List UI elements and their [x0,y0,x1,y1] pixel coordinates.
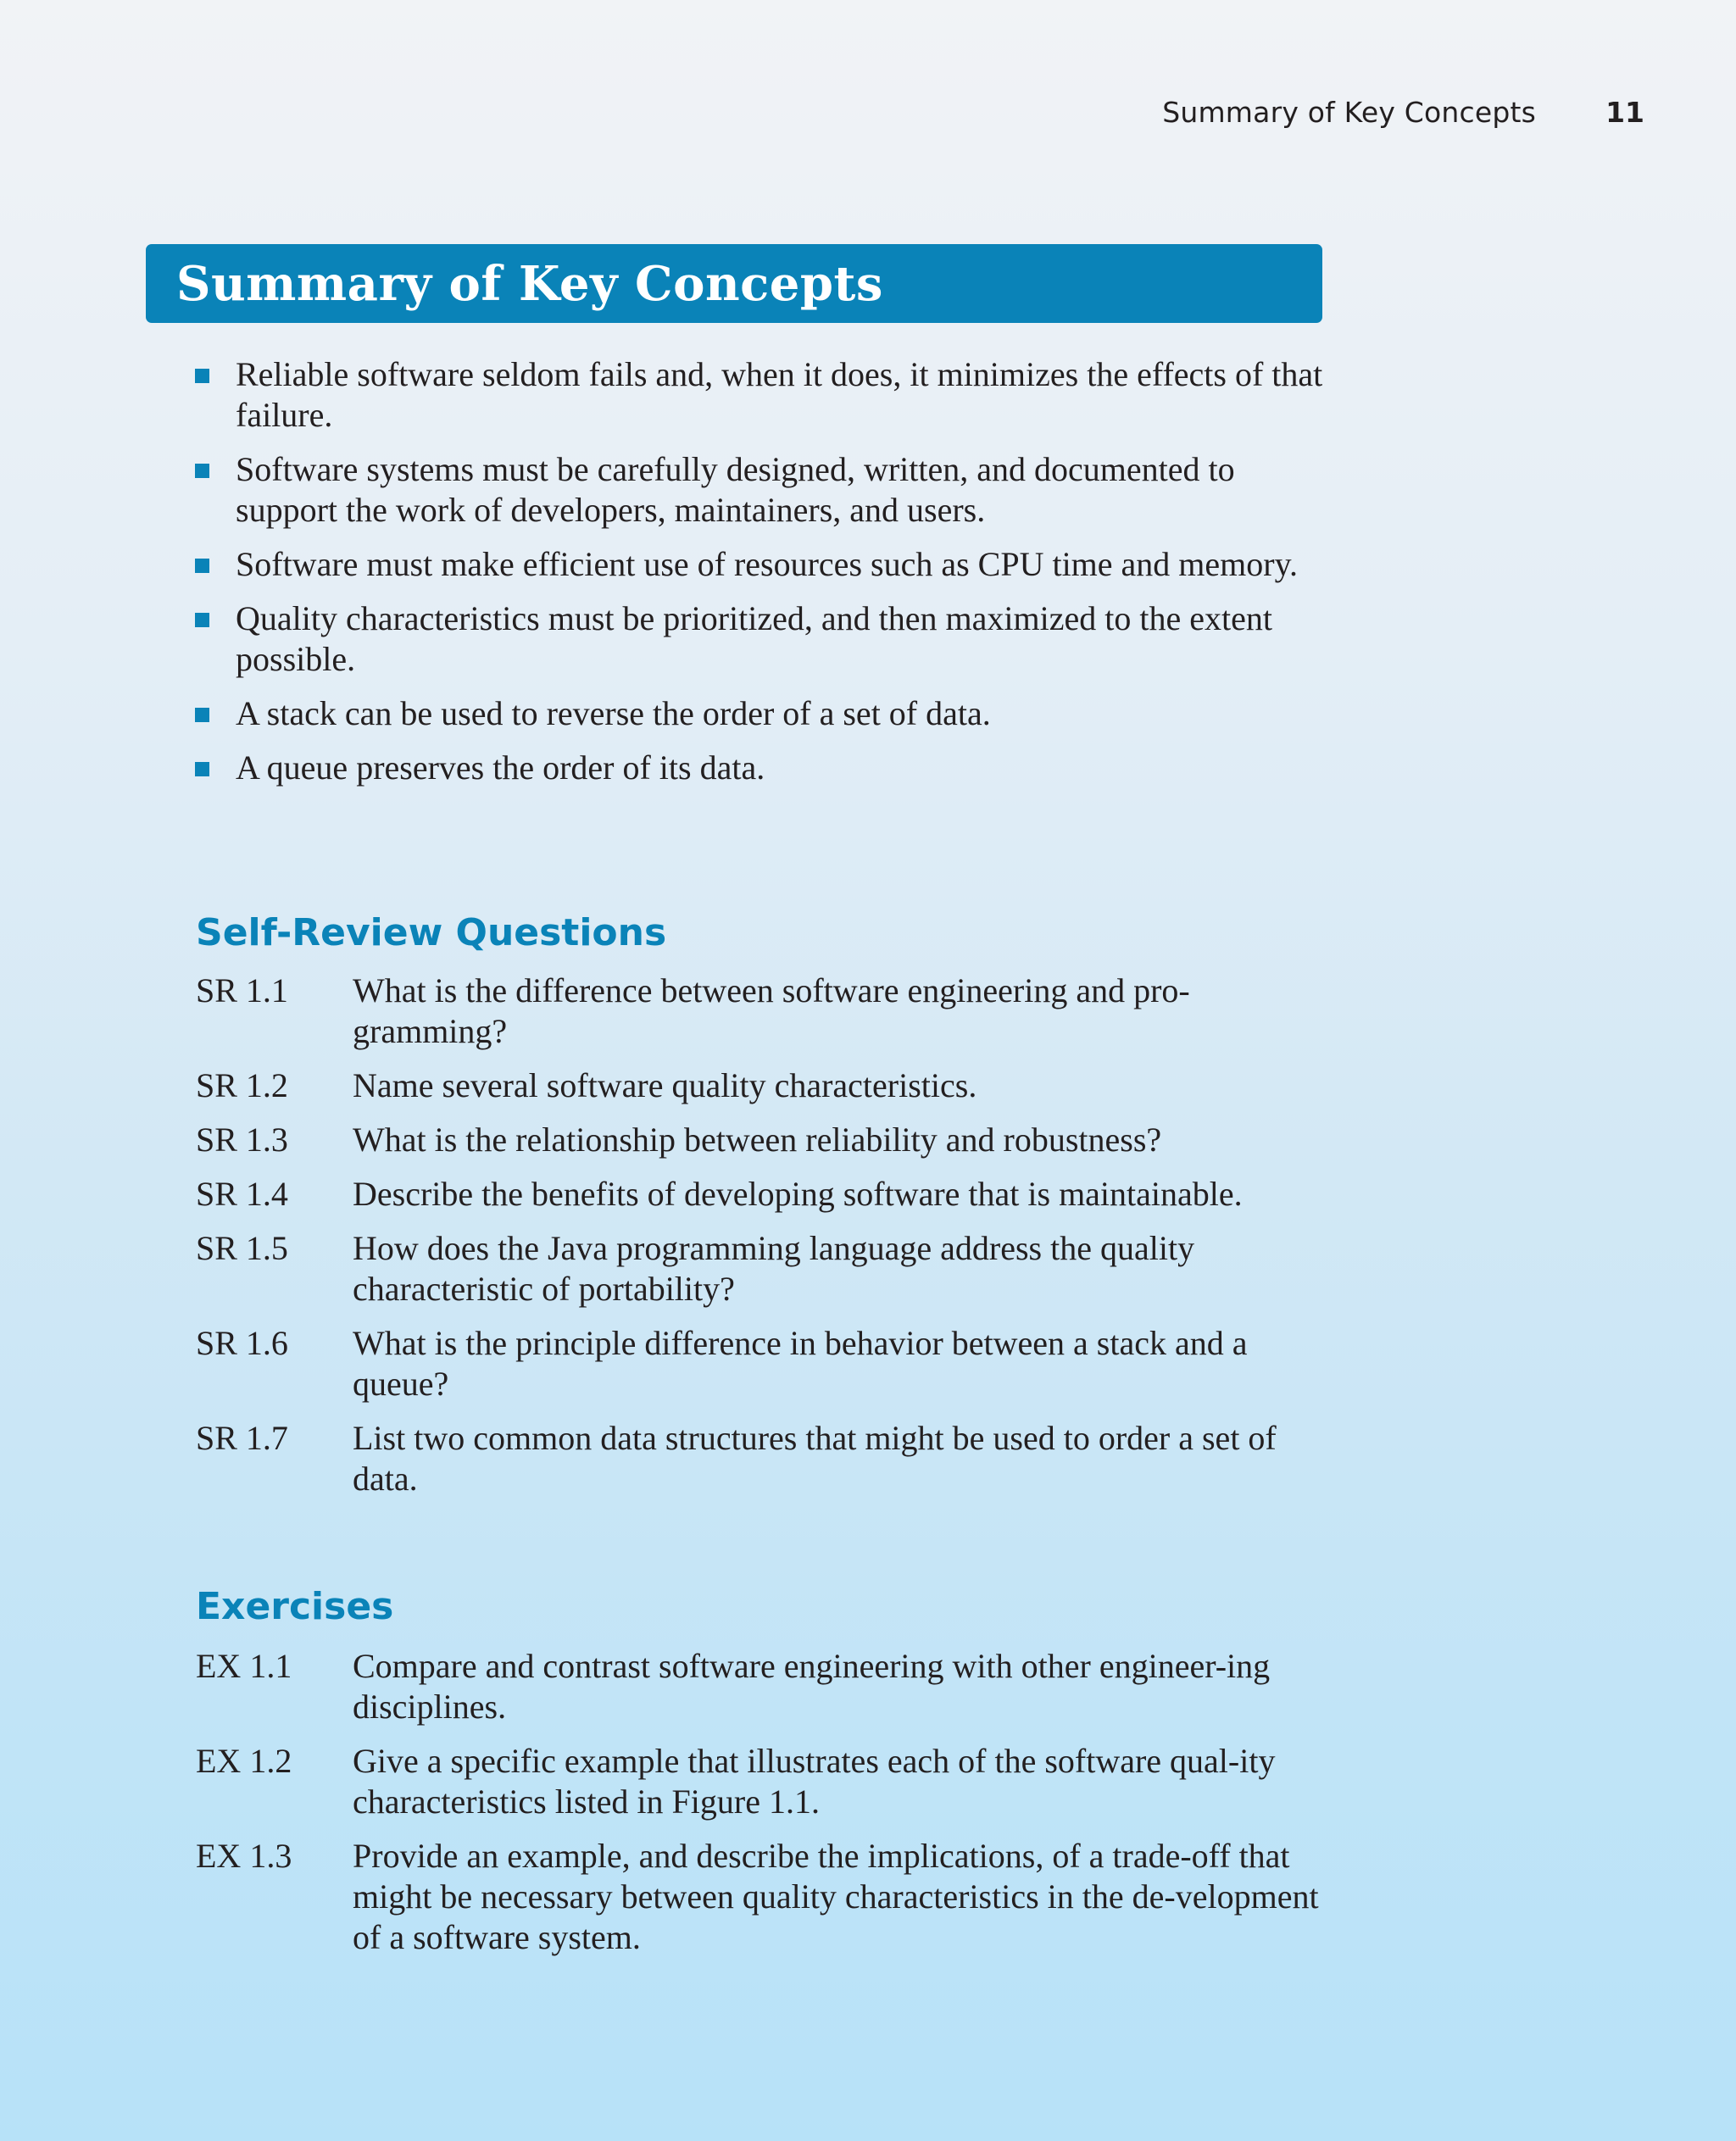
page-number: 11 [1605,95,1644,129]
question-item [196,1323,1340,1404]
summary-item-text: Software systems must be carefully designed, written, and documented to support the work of developers, maintainers, and users. [236,450,1235,529]
question-text: What is the relationship between reliability and robustness? [353,1121,1162,1159]
summary-item-text: Quality characteristics must be prioritized, and then maximized to the extent possible. [236,599,1272,678]
summary-item-text: Reliable software seldom fails and, when it does, it minimizes the effects of that failure. [236,355,1323,434]
summary-item [195,449,1339,531]
question-number: SR 1.5 [196,1229,288,1267]
question-item [196,1228,1340,1310]
exercise-item [196,1741,1340,1822]
bullet-square-icon [195,559,209,573]
summary-item [195,693,1339,734]
question-item [196,1418,1340,1499]
exercises-list [196,1646,1340,1971]
exercise-number: EX 1.1 [196,1647,292,1685]
question-item [196,1174,1340,1215]
bullet-square-icon [195,708,209,722]
question-number: SR 1.4 [196,1175,288,1213]
summary-item-text: Software must make efficient use of resources such as CPU time and memory. [236,545,1299,583]
running-head [1102,93,1644,131]
summary-banner [146,244,1322,323]
exercise-number: EX 1.2 [196,1742,292,1780]
summary-item [195,544,1339,585]
exercise-item [196,1836,1340,1958]
summary-title: Summary of Key Concepts [176,255,883,312]
summary-item-text: A stack can be used to reverse the order of a set of data. [236,694,991,732]
exercise-text: Give a specific example that illustrates each of the software qual-ity characteristics listed in Figure 1.1. [353,1742,1276,1821]
exercises-heading: Exercises [196,1585,394,1628]
running-head-title: Summary of Key Concepts [1162,95,1537,129]
bullet-square-icon [195,613,209,627]
bullet-square-icon [195,369,209,383]
question-item [196,1065,1340,1106]
summary-item-text: A queue preserves the order of its data. [236,748,765,787]
question-text: What is the principle difference in behavior between a stack and a queue? [353,1324,1248,1403]
exercise-text: Provide an example, and describe the implications, of a trade-off that might be necessary between quality characteristics in the de-velopment of a software system. [353,1837,1319,1956]
exercise-item [196,1646,1340,1727]
question-text: What is the difference between software engineering and pro-gramming? [353,971,1190,1050]
question-number: SR 1.7 [196,1419,288,1457]
question-text: How does the Java programming language address the quality characteristic of portability? [353,1229,1195,1308]
bullet-square-icon [195,464,209,478]
question-item [196,970,1340,1052]
summary-item [195,748,1339,788]
question-text: List two common data structures that might be used to order a set of data. [353,1419,1277,1498]
question-number: SR 1.3 [196,1121,288,1159]
exercise-text: Compare and contrast software engineering with other engineer-ing disciplines. [353,1647,1271,1726]
self-review-list [196,970,1340,1513]
question-text: Name several software quality characteristics. [353,1066,977,1104]
question-number: SR 1.2 [196,1066,288,1104]
question-item [196,1120,1340,1160]
question-text: Describe the benefits of developing software that is maintainable. [353,1175,1243,1213]
bullet-square-icon [195,762,209,776]
question-number: SR 1.1 [196,971,288,1009]
exercise-number: EX 1.3 [196,1837,292,1875]
self-review-heading: Self-Review Questions [196,911,667,954]
summary-item [195,598,1339,680]
question-number: SR 1.6 [196,1324,288,1362]
summary-item [195,354,1339,436]
summary-list [195,354,1339,802]
